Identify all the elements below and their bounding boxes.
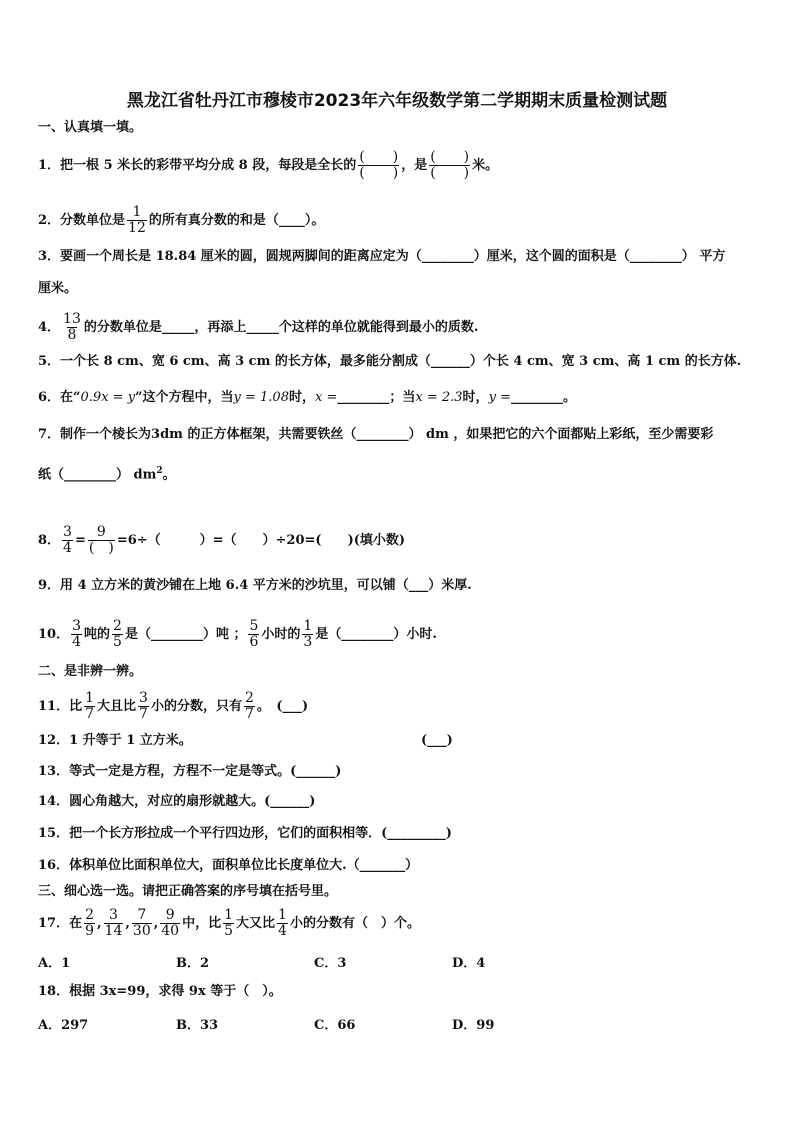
question-14: 14．圆心角越大，对应的扇形就越大。(______)	[38, 794, 316, 809]
question-6: 6．在“0.9x = y”这个方程中，当y = 1.08时，x =________；当x = 2.3时，y =________。	[38, 390, 576, 405]
q1-fraction-blank-2[interactable]: $\frac{( )}{( )}$	[430, 149, 470, 181]
q17-fraction-3: $\frac{7}{30}$	[132, 907, 151, 939]
q10-fraction-4: $\frac{1}{3}$	[303, 618, 313, 650]
q8-fraction-2: $\frac{9}{( )}$	[88, 524, 114, 556]
q17-fraction-1: $\frac{2}{9}$	[85, 907, 95, 939]
question-2: 2．分数单位是 $\frac{1}{12}$ 的所有真分数的和是（____）。	[38, 204, 325, 236]
question-3: 3．要画一个周长是 18.84 厘米的圆，圆规两脚间的距离应定为（________）厘米，这个圆的面积是（________） 平方	[38, 249, 726, 264]
q6-equation: 0.9x = y	[80, 390, 136, 405]
q17-fraction-6: $\frac{1}{4}$	[278, 907, 287, 939]
q12-answer-blank: (___)	[421, 733, 453, 748]
question-16: 16．体积单位比面积单位大，面积单位比长度单位大.（_______）	[38, 858, 419, 873]
question-3-cont: 厘米。	[38, 281, 78, 296]
section-2-heading: 二、是非辨一辨。	[38, 664, 143, 679]
question-11: 11．比 $\frac{1}{7}$ 大且比 $\frac{3}{7}$ 小的分数，只有 $\frac{2}{7}$ 。 (___)	[38, 690, 309, 722]
q10-fraction-2: $\frac{2}{5}$	[113, 618, 122, 650]
question-10: 10． $\frac{3}{4}$ 吨的 $\frac{2}{5}$ 是（________）吨 ； $\frac{5}{6}$ 小时的 $\frac{1}{3}$ 是（________）小时.	[38, 618, 437, 650]
q11-fraction-1: $\frac{1}{7}$	[85, 690, 95, 722]
q10-fraction-1: $\frac{3}{4}$	[72, 618, 82, 650]
question-12: 12．1 升等于 1 立方米。 (___)	[38, 731, 764, 751]
q2-fraction: $\frac{1}{12}$	[128, 204, 146, 236]
question-8: 8． $\frac{3}{4}$ = $\frac{9}{( )}$ =6÷（ ）=（ ）÷20=( )(填小数)	[38, 524, 406, 556]
question-1	[38, 150, 764, 181]
q17-option-b[interactable]: B．2	[176, 956, 210, 971]
question-13: 13．等式一定是方程，方程不一定是等式。(______)	[38, 764, 342, 779]
q8-fraction-1: $\frac{3}{4}$	[63, 524, 72, 556]
question-17: 17．在 $\frac{2}{9}$ , $\frac{3}{14}$ , $\frac{7}{30}$ , $\frac{9}{40}$ 中，比 $\frac{1}{5}$ 大又比 $\frac{1}{4}$ 小的分数有（ ）个。	[38, 907, 420, 939]
question-4: 4． $\frac{13}{8}$ 的分数单位是_____，再添上_____个这样的单位就能得到最小的质数.	[38, 311, 479, 343]
q18-option-a[interactable]: A．297	[38, 1018, 89, 1033]
q1-text: 1．把一根 5 米长的彩带平均分成 8 段，每段是全长的	[38, 158, 357, 173]
question-18: 18．根据 3x=99，求得 9x 等于（ ）。	[38, 984, 282, 999]
q1-text-3: 米。	[472, 158, 499, 173]
q11-fraction-2: $\frac{3}{7}$	[139, 690, 148, 722]
q17-fraction-5: $\frac{1}{5}$	[224, 907, 234, 939]
q4-fraction: $\frac{13}{8}$	[63, 311, 81, 343]
question-5: 5．一个长 8 cm、宽 6 cm、高 3 cm 的长方体，最多能分割成（______）个长 4 cm、宽 3 cm、高 1 cm 的长方体.	[38, 354, 742, 369]
question-7-cont: 纸（________） $dm^2$。	[38, 466, 176, 483]
question-15: 15．把一个长方形拉成一个平行四边形，它们的面积相等．(_________)	[38, 826, 452, 841]
q18-option-d[interactable]: D．99	[452, 1018, 495, 1033]
q17-option-d[interactable]: D．4	[452, 956, 486, 971]
section-3-heading: 三、细心选一选。请把正确答案的序号填在括号里。	[38, 884, 338, 899]
page-title: 黑龙江省牡丹江市穆棱市2023年六年级数学第二学期期末质量检测试题	[126, 91, 668, 111]
q17-option-a[interactable]: A．1	[38, 956, 71, 971]
q1-text-2: ，是	[401, 158, 428, 173]
q17-fraction-2: $\frac{3}{14}$	[104, 907, 123, 939]
q2-blank: 的所有真分数的和是（____）。	[148, 213, 325, 228]
question-9: 9．用 4 立方米的黄沙铺在上地 6.4 平方米的沙坑里，可以铺（___）米厚.	[38, 578, 472, 593]
section-1-heading: 一、认真填一填。	[38, 120, 143, 135]
question-7: 7．制作一个棱长为3dm 的正方体框架，共需要铁丝（________） dm ，如果把它的六个面都贴上彩纸，至少需要彩	[38, 427, 714, 442]
q10-fraction-3: $\frac{5}{6}$	[249, 618, 259, 650]
q18-option-b[interactable]: B．33	[176, 1018, 219, 1033]
q11-fraction-3: $\frac{2}{7}$	[244, 690, 254, 722]
q1-fraction-blank-1[interactable]: $\frac{( )}{( )}$	[359, 149, 399, 181]
q17-option-c[interactable]: C．3	[314, 956, 347, 971]
q18-option-c[interactable]: C．66	[314, 1018, 356, 1033]
q17-fraction-4: $\frac{9}{40}$	[161, 907, 180, 939]
